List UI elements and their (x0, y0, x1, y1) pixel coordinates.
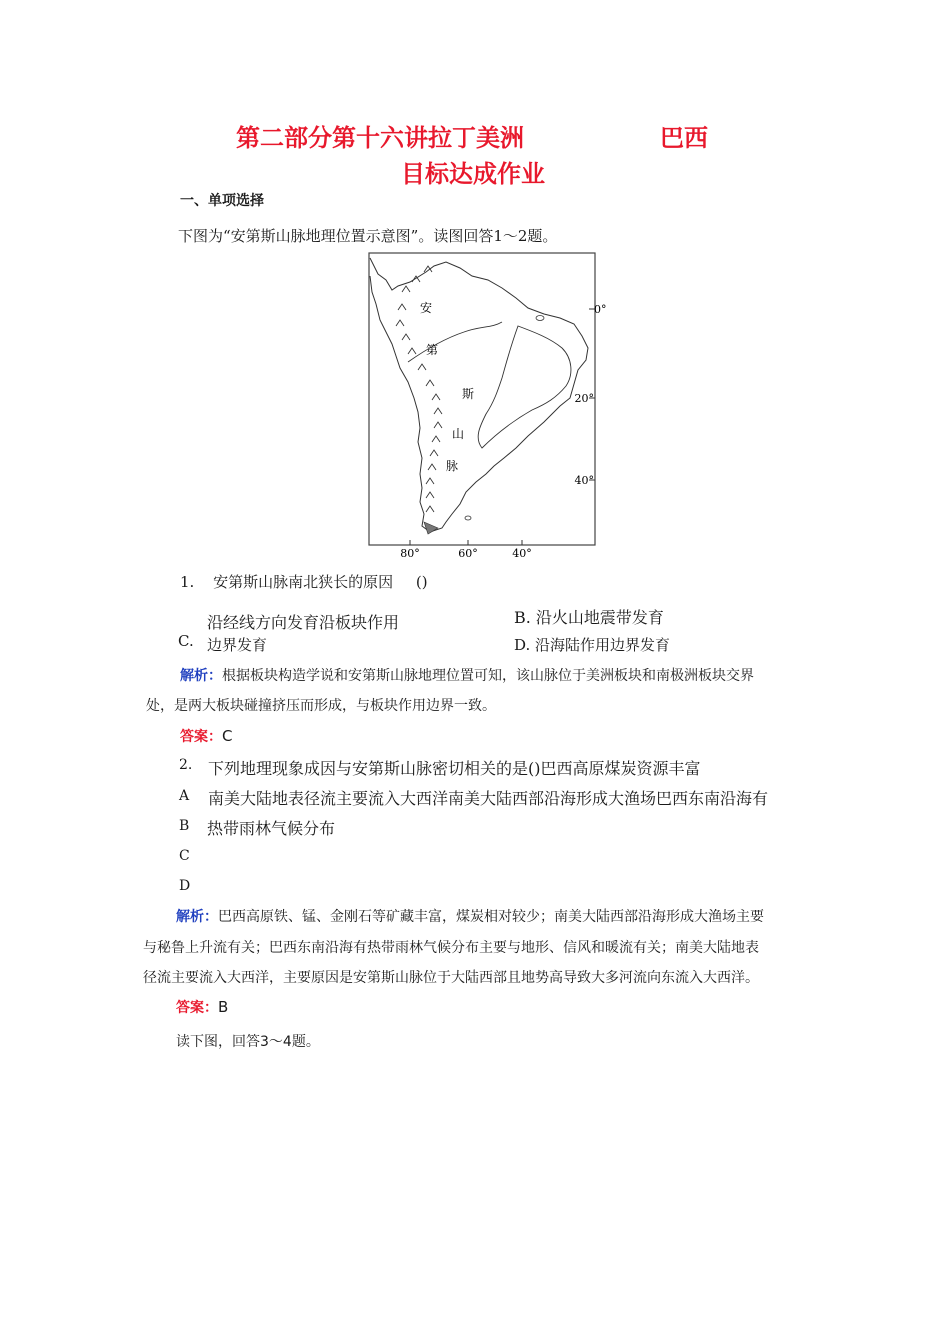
title-line1: 第二部分第十六讲拉丁美洲 (236, 124, 524, 152)
q1-number: 1. (180, 573, 195, 591)
q2-letter-c: C (179, 848, 190, 864)
title-line2: 目标达成作业 (401, 160, 545, 188)
andes-label-char: 斯 (462, 387, 475, 401)
lat-label: 0° (594, 303, 607, 316)
analysis-1-line2: 处，是两大板块碰撞挤压而形成，与板块作用边界一致。 (146, 698, 496, 714)
analysis-label: 解析 (176, 909, 204, 925)
lat-label: 40° (574, 474, 594, 487)
q1-option-c-letter: C. (178, 632, 194, 650)
q2-options-line3: 热带雨林气候分布 (207, 819, 336, 838)
analysis-2-text: 巴西高原铁、锰、金刚石等矿藏丰富，煤炭相对较少；南美大陆西部沿海形成大渔场主要 (218, 909, 764, 925)
q2-letter-a: A (179, 788, 190, 804)
analysis-1-text: 根据板块构造学说和安第斯山脉地理位置可知，该山脉位于美洲板块和南极洲板块交界 (222, 668, 754, 684)
answer-1-value: C (222, 727, 233, 745)
section-heading: 一、单项选择 (180, 193, 264, 209)
answer-2: 答案：B (176, 998, 229, 1016)
andes-map-figure (368, 252, 607, 562)
title-line1-right: 巴西 (660, 124, 708, 152)
analysis-1-line1: 解析：根据板块构造学说和安第斯山脉地理位置可知，该山脉位于美洲板块和南极洲板块交界 (180, 668, 754, 684)
q1-option-b: B. 沿火山地震带发育 (514, 608, 664, 627)
q1-paren: () (415, 573, 428, 591)
lon-label: 80° (400, 547, 420, 560)
andes-label-char: 第 (426, 343, 439, 357)
answer-label: 答案 (180, 729, 208, 745)
andes-label-char: 脉 (446, 459, 459, 473)
lon-label: 40° (512, 547, 532, 560)
q1-stem: 安第斯山脉南北狭长的原因 (213, 573, 394, 591)
analysis-2-line2: 与秘鲁上升流有关；巴西东南沿海有热带雨林气候分布主要与地形、信风和暖流有关；南美大陆地表 (143, 940, 759, 956)
q1-option-d: D. 沿海陆作用边界发育 (514, 636, 671, 654)
analysis-2-line1: 解析：巴西高原铁、锰、金刚石等矿藏丰富，煤炭相对较少；南美大陆西部沿海形成大渔场主要 (176, 909, 764, 925)
intro-text: 下图为“安第斯山脉地理位置示意图”。读图回答1～2题。 (178, 227, 558, 245)
q2-letter-d: D (179, 878, 191, 894)
analysis-2-line3: 径流主要流入大西洋，主要原因是安第斯山脉位于大陆西部且地势高导致大多河流向东流入大西洋。 (143, 970, 759, 986)
q2-letter-b: B (179, 818, 190, 834)
answer-1: 答案：C (180, 727, 233, 745)
answer-2-value: B (218, 998, 229, 1016)
q2-number: 2. (179, 757, 193, 773)
q1-stem-row (180, 571, 480, 591)
lat-label: 20° (574, 392, 594, 405)
andes-label-char: 安 (420, 301, 433, 315)
q2-stem: 下列地理现象成因与安第斯山脉密切相关的是()巴西高原煤炭资源丰富 (208, 759, 701, 778)
next-prompt: 读下图，回答3～4题。 (176, 1034, 320, 1050)
q1-option-a: 沿经线方向发育沿板块作用 (207, 613, 400, 632)
q2-options-line: 南美大陆地表径流主要流入大西洋南美大陆西部沿海形成大渔场巴西东南沿海有 (208, 789, 769, 808)
q1-option-c: 边界发育 (207, 636, 268, 654)
answer-label: 答案 (176, 1000, 204, 1016)
analysis-label: 解析 (180, 668, 208, 684)
andes-label-char: 山 (452, 427, 465, 441)
lon-label: 60° (458, 547, 478, 560)
